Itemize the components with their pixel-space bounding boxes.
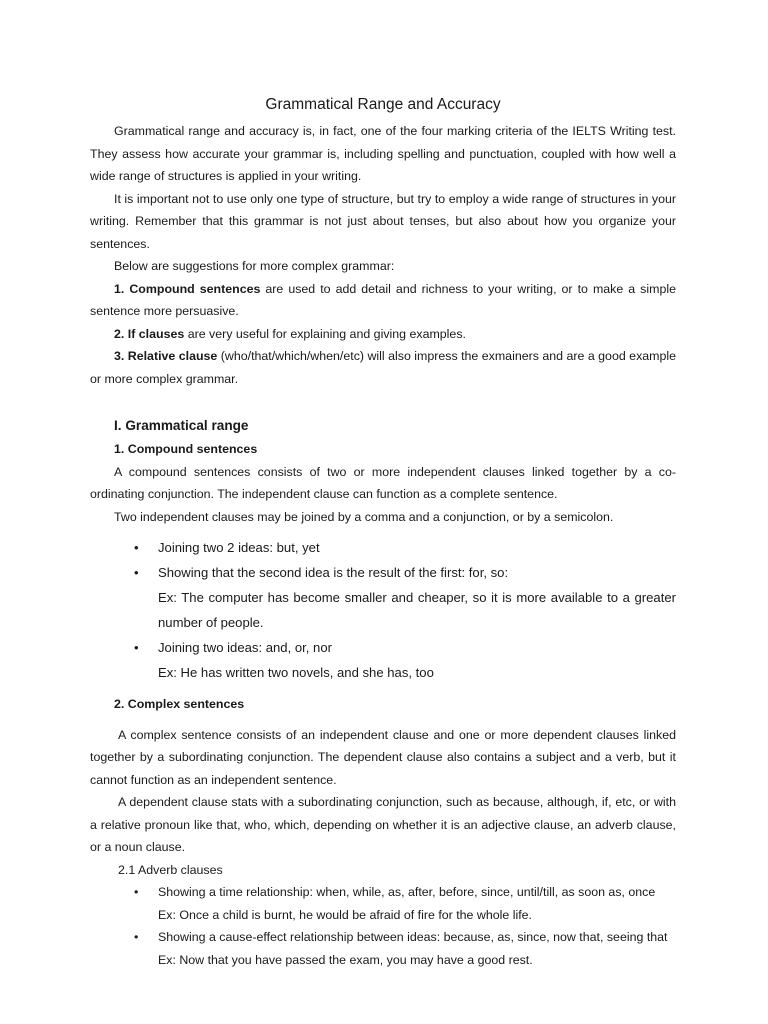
bullet-example: Ex: The computer has become smaller and cheaper, so it is more available to a greater number of people. <box>158 590 676 630</box>
bullet-icon: • <box>134 540 139 555</box>
bullet-text: Showing a cause-effect relationship between ideas: because, as, since, now that, seeing that <box>158 930 668 944</box>
suggestion-compound <box>90 278 676 323</box>
compound-bullet-list <box>90 535 676 685</box>
bullet-icon: • <box>134 930 139 944</box>
bullet-text: Showing a time relationship: when, while, as, after, before, since, until/till, as soon as, once <box>158 885 656 899</box>
suggestion-if-clauses <box>90 323 676 346</box>
list-item <box>90 560 676 635</box>
bullet-example: Ex: Now that you have passed the exam, you may have a good rest. <box>158 952 533 967</box>
intro-paragraph-1: Grammatical range and accuracy is, in fact, one of the four marking criteria of the IELTS Writing test. They assess how accurate your grammar is, including spelling and punctuation, coupled with how well a wide range of structures is applied in your writing. <box>90 124 676 183</box>
suggestion-label: 3. Relative clause <box>114 349 218 363</box>
intro-paragraph-3: Below are suggestions for more complex grammar: <box>114 259 395 273</box>
suggestion-label: 2. If clauses <box>114 326 185 341</box>
suggestion-relative-clause <box>90 345 676 390</box>
suggestion-text: are used to add detail and richness to your writing, or to make a simple sentence more persuasive. <box>90 281 676 318</box>
bullet-icon: • <box>134 565 139 580</box>
list-item <box>90 881 676 926</box>
compound-paragraph-2: Two independent clauses may be joined by a comma and a conjunction, or by a semicolon. <box>114 509 614 524</box>
subsection-heading-compound: 1. Compound sentences <box>114 442 258 456</box>
bullet-text: Joining two ideas: and, or, nor <box>158 640 332 655</box>
document-title: Grammatical Range and Accuracy <box>265 96 501 113</box>
bullet-icon: • <box>134 885 139 899</box>
bullet-text: Joining two 2 ideas: but, yet <box>158 540 320 555</box>
complex-paragraph-1: A complex sentence consists of an independent clause and one or more dependent clauses linked together by a subordinating conjunction. The dependent clause also contains a subject and a verb, but it cannot function as an independent sentence. <box>90 727 676 787</box>
bullet-example: Ex: Once a child is burnt, he would be afraid of fire for the whole life. <box>158 907 532 922</box>
suggestion-label: 1. Compound sentences <box>114 281 261 296</box>
bullet-text: Showing that the second idea is the result of the first: for, so: <box>158 565 509 580</box>
bullet-example: Ex: He has written two novels, and she has, too <box>158 665 434 680</box>
intro-paragraph-2: It is important not to use only one type of structure, but try to employ a wide range of structures in your writing. Remember that this grammar is not just about tenses, but also about how you organize your sentences. <box>90 191 676 251</box>
suggestion-text: (who/that/which/when/etc) will also impress the exmainers and are a good example or more complex grammar. <box>90 349 677 386</box>
list-item <box>90 535 676 560</box>
adverb-bullet-list <box>90 881 676 971</box>
bullet-icon: • <box>134 640 139 655</box>
compound-paragraph-1: A compound sentences consists of two or more independent clauses linked together by a co-ordinating conjunction. The independent clause can function as a complete sentence. <box>90 464 676 501</box>
document-page <box>90 94 676 971</box>
suggestion-text: are very useful for explaining and giving examples. <box>184 326 466 341</box>
subsection-heading-adverb-clauses: 2.1 Adverb clauses <box>118 862 223 877</box>
list-item <box>90 635 676 685</box>
list-item <box>90 926 676 971</box>
complex-paragraph-2: A dependent clause stats with a subordinating conjunction, such as because, although, if, etc, or with a relative pronoun like that, who, which, depending on whether it is an adjective clause, an adverb clause, or a noun clause. <box>90 795 676 854</box>
subsection-heading-complex: 2. Complex sentences <box>114 697 245 711</box>
section-heading-grammatical-range: I. Grammatical range <box>114 418 249 433</box>
